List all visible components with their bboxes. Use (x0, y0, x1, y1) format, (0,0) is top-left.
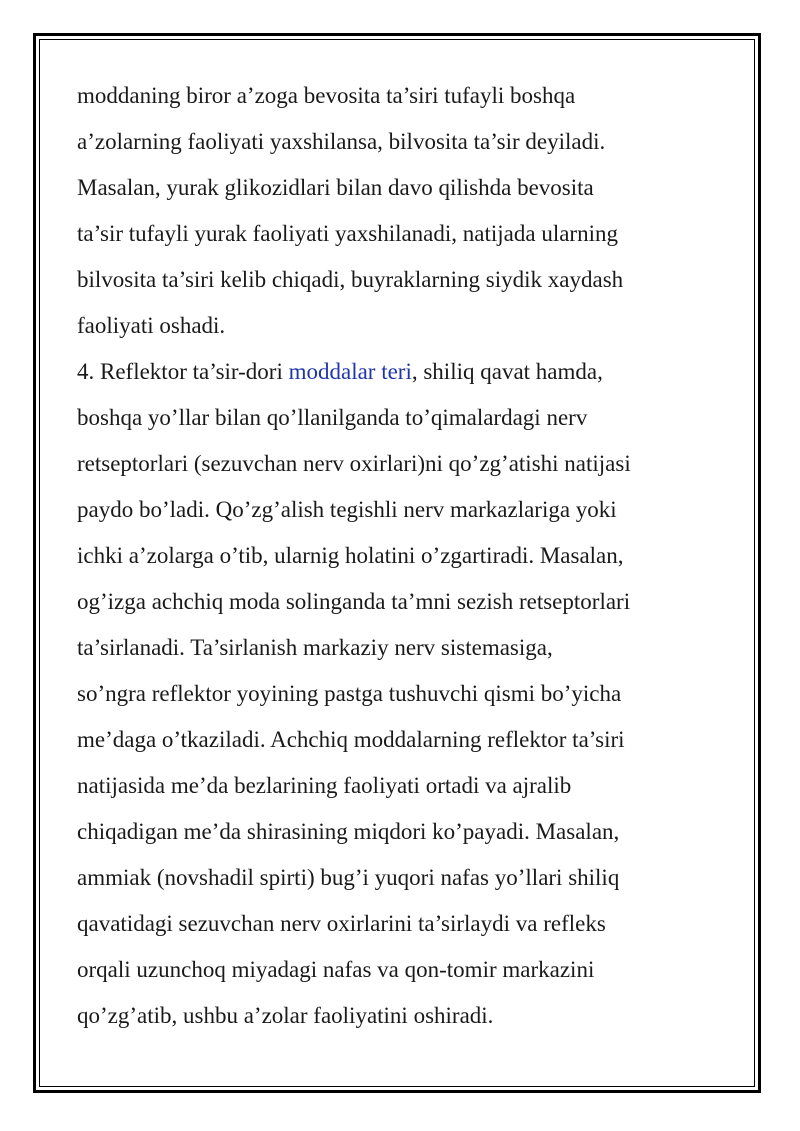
text-line: Masalan, yurak glikozidlari bilan davo qilishda bevosita (77, 175, 594, 200)
text-segment: , shiliq qavat hamda, (411, 359, 603, 384)
inline-link[interactable]: moddalar teri (288, 359, 412, 384)
text-line: paydo bo’ladi. Qo’zg’alish tegishli nerv markazlariga yoki (77, 497, 617, 522)
text-line: chiqadigan me’da shirasining miqdori ko’payadi. Masalan, (77, 819, 620, 844)
text-line-with-link (77, 349, 757, 395)
text-line: ta’sirlanadi. Ta’sirlanish markaziy nerv sistemasiga, (77, 635, 553, 660)
text-line: moddaning biror a’zoga bevosita ta’siri tufayli boshqa (77, 83, 576, 108)
text-line: me’daga o’tkaziladi. Achchiq moddalarning reflektor ta’siri (77, 727, 625, 752)
text-line: faoliyati oshadi. (77, 313, 226, 338)
text-line: ta’sir tufayli yurak faoliyati yaxshilanadi, natijada ularning (77, 221, 618, 246)
text-line: og’izga achchiq moda solinganda ta’mni sezish retseptorlari (77, 589, 631, 614)
text-line: boshqa yo’llar bilan qo’llanilganda to’qimalardagi nerv (77, 405, 588, 430)
text-segment: 4. Reflektor ta’sir-dori (77, 359, 289, 384)
text-line: natijasida me’da bezlarining faoliyati ortadi va ajralib (77, 773, 572, 798)
text-line: qavatidagi sezuvchan nerv oxirlarini ta’sirlaydi va refleks (77, 911, 606, 936)
text-line: a’zolarning faoliyati yaxshilansa, bilvosita ta’sir deyiladi. (77, 129, 606, 154)
text-line: bilvosita ta’siri kelib chiqadi, buyraklarning siydik xaydash (77, 267, 624, 292)
text-line: ichki a’zolarga o’tib, ularnig holatini o’zgartiradi. Masalan, (77, 543, 624, 568)
text-line: ammiak (novshadil spirti) bug’i yuqori nafas yo’llari shiliq (77, 865, 620, 890)
text-line: retseptorlari (sezuvchan nerv oxirlari)ni qo’zg’atishi natijasi (77, 451, 631, 476)
text-line: so’ngra reflektor yoyining pastga tushuvchi qismi bo’yicha (77, 681, 622, 706)
text-line: qo’zg’atib, ushbu a’zolar faoliyatini oshiradi. (77, 1003, 494, 1028)
document-body (77, 73, 757, 1039)
text-line: orqali uzunchoq miyadagi nafas va qon-tomir markazini (77, 957, 595, 982)
